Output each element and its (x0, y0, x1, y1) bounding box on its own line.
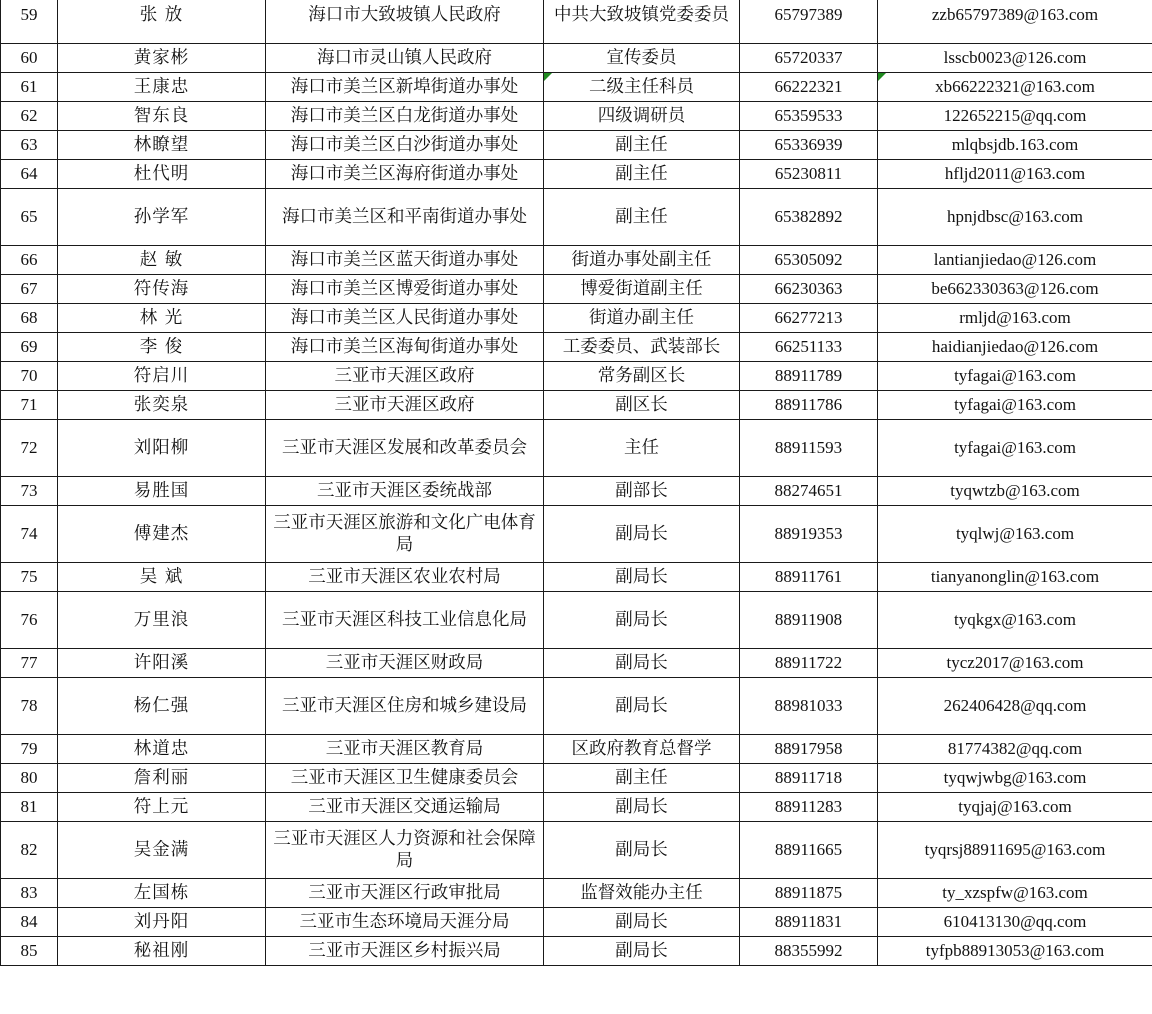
person-name-cell: 赵 敏 (58, 246, 266, 275)
job-title-cell: 副局长 (544, 592, 740, 649)
person-name-cell: 符传海 (58, 275, 266, 304)
email-cell: tyqlwj@163.com (878, 506, 1152, 563)
row-number-cell: 85 (1, 937, 58, 966)
phone-number-cell: 88911283 (740, 793, 878, 822)
phone-number-cell: 88911761 (740, 563, 878, 592)
email-cell: tycz2017@163.com (878, 649, 1152, 678)
email-cell: 81774382@qq.com (878, 735, 1152, 764)
person-name-cell: 符启川 (58, 362, 266, 391)
table-row (1, 649, 1152, 678)
row-number-cell: 80 (1, 764, 58, 793)
person-name-cell: 刘阳柳 (58, 420, 266, 477)
job-title-cell: 副局长 (544, 678, 740, 735)
table-row (1, 391, 1152, 420)
email-cell: ty_xzspfw@163.com (878, 879, 1152, 908)
person-name-cell: 林 光 (58, 304, 266, 333)
person-name-cell: 张 放 (58, 0, 266, 44)
row-number-cell: 76 (1, 592, 58, 649)
email-cell: 610413130@qq.com (878, 908, 1152, 937)
row-number-cell: 65 (1, 189, 58, 246)
row-number-cell: 78 (1, 678, 58, 735)
phone-number-cell: 65336939 (740, 131, 878, 160)
person-name-cell: 杜代明 (58, 160, 266, 189)
job-title-cell: 副局长 (544, 793, 740, 822)
row-number-cell: 81 (1, 793, 58, 822)
work-unit-cell: 三亚市天涯区卫生健康委员会 (266, 764, 544, 793)
phone-number-cell: 88981033 (740, 678, 878, 735)
work-unit-cell: 三亚市生态环境局天涯分局 (266, 908, 544, 937)
phone-number-cell: 88911875 (740, 879, 878, 908)
phone-number-cell: 88911789 (740, 362, 878, 391)
table-row (1, 102, 1152, 131)
person-name-cell: 吴 斌 (58, 563, 266, 592)
table-row (1, 937, 1152, 966)
row-number-cell: 68 (1, 304, 58, 333)
job-title-cell: 副主任 (544, 131, 740, 160)
work-unit-cell: 三亚市天涯区行政审批局 (266, 879, 544, 908)
job-title-cell: 博爱街道副主任 (544, 275, 740, 304)
job-title-cell: 工委委员、武装部长 (544, 333, 740, 362)
person-name-cell: 孙学军 (58, 189, 266, 246)
row-number-cell: 63 (1, 131, 58, 160)
email-cell: tyfagai@163.com (878, 420, 1152, 477)
phone-number-cell: 65359533 (740, 102, 878, 131)
work-unit-cell: 海口市美兰区博爱街道办事处 (266, 275, 544, 304)
row-number-cell: 82 (1, 822, 58, 879)
row-number-cell: 83 (1, 879, 58, 908)
phone-number-cell: 88355992 (740, 937, 878, 966)
person-name-cell: 刘丹阳 (58, 908, 266, 937)
person-name-cell: 林瞭望 (58, 131, 266, 160)
table-row (1, 822, 1152, 879)
work-unit-cell: 海口市美兰区人民街道办事处 (266, 304, 544, 333)
email-cell: lantianjiedao@126.com (878, 246, 1152, 275)
person-name-cell: 张奕泉 (58, 391, 266, 420)
email-cell: lsscb0023@126.com (878, 44, 1152, 73)
email-cell: tyqrsj88911695@163.com (878, 822, 1152, 879)
job-title-cell: 副主任 (544, 160, 740, 189)
email-cell: tyqwtzb@163.com (878, 477, 1152, 506)
row-number-cell: 62 (1, 102, 58, 131)
table-row (1, 304, 1152, 333)
row-number-cell: 72 (1, 420, 58, 477)
row-number-cell: 74 (1, 506, 58, 563)
row-number-cell: 64 (1, 160, 58, 189)
row-number-cell: 84 (1, 908, 58, 937)
table-row (1, 592, 1152, 649)
job-title-cell: 副局长 (544, 822, 740, 879)
person-name-cell: 傅建杰 (58, 506, 266, 563)
table-row (1, 362, 1152, 391)
email-cell: 122652215@qq.com (878, 102, 1152, 131)
table-row (1, 275, 1152, 304)
row-number-cell: 79 (1, 735, 58, 764)
job-title-cell: 中共大致坡镇党委委员 (544, 0, 740, 44)
phone-number-cell: 66251133 (740, 333, 878, 362)
work-unit-cell: 海口市美兰区海府街道办事处 (266, 160, 544, 189)
table-row (1, 908, 1152, 937)
person-name-cell: 易胜国 (58, 477, 266, 506)
phone-number-cell: 65720337 (740, 44, 878, 73)
job-title-cell: 宣传委员 (544, 44, 740, 73)
phone-number-cell: 66230363 (740, 275, 878, 304)
job-title-cell: 常务副区长 (544, 362, 740, 391)
table-row (1, 189, 1152, 246)
contact-table-body (1, 0, 1152, 966)
email-cell: be662330363@126.com (878, 275, 1152, 304)
job-title-cell: 副局长 (544, 649, 740, 678)
person-name-cell: 万里浪 (58, 592, 266, 649)
phone-number-cell: 65305092 (740, 246, 878, 275)
job-title-cell: 副主任 (544, 189, 740, 246)
row-number-cell: 67 (1, 275, 58, 304)
phone-number-cell: 66277213 (740, 304, 878, 333)
work-unit-cell: 三亚市天涯区发展和改革委员会 (266, 420, 544, 477)
phone-number-cell: 65797389 (740, 0, 878, 44)
row-number-cell: 75 (1, 563, 58, 592)
person-name-cell: 林道忠 (58, 735, 266, 764)
person-name-cell: 左国栋 (58, 879, 266, 908)
person-name-cell: 杨仁强 (58, 678, 266, 735)
work-unit-cell: 海口市灵山镇人民政府 (266, 44, 544, 73)
job-title-cell: 街道办事处副主任 (544, 246, 740, 275)
email-cell: rmljd@163.com (878, 304, 1152, 333)
row-number-cell: 73 (1, 477, 58, 506)
table-row (1, 879, 1152, 908)
email-cell: haidianjiedao@126.com (878, 333, 1152, 362)
work-unit-cell: 海口市美兰区海甸街道办事处 (266, 333, 544, 362)
work-unit-cell: 三亚市天涯区政府 (266, 362, 544, 391)
table-row (1, 73, 1152, 102)
person-name-cell: 詹利丽 (58, 764, 266, 793)
phone-number-cell: 66222321 (740, 73, 878, 102)
email-cell: 262406428@qq.com (878, 678, 1152, 735)
table-row (1, 735, 1152, 764)
email-cell: mlqbsjdb.163.com (878, 131, 1152, 160)
email-cell: hpnjdbsc@163.com (878, 189, 1152, 246)
email-cell: tyfagai@163.com (878, 362, 1152, 391)
table-row (1, 477, 1152, 506)
phone-number-cell: 88911722 (740, 649, 878, 678)
table-row (1, 563, 1152, 592)
email-cell: xb66222321@163.com (878, 73, 1152, 102)
email-cell: tyqwjwbg@163.com (878, 764, 1152, 793)
phone-number-cell: 88919353 (740, 506, 878, 563)
job-title-cell: 副部长 (544, 477, 740, 506)
table-row (1, 420, 1152, 477)
email-cell: hfljd2011@163.com (878, 160, 1152, 189)
email-cell: zzb65797389@163.com (878, 0, 1152, 44)
work-unit-cell: 三亚市天涯区财政局 (266, 649, 544, 678)
email-cell: tianyanonglin@163.com (878, 563, 1152, 592)
table-row (1, 793, 1152, 822)
row-number-cell: 61 (1, 73, 58, 102)
job-title-cell: 副局长 (544, 506, 740, 563)
row-number-cell: 69 (1, 333, 58, 362)
row-number-cell: 66 (1, 246, 58, 275)
person-name-cell: 王康忠 (58, 73, 266, 102)
email-cell: tyqjaj@163.com (878, 793, 1152, 822)
work-unit-cell: 三亚市天涯区交通运输局 (266, 793, 544, 822)
work-unit-cell: 三亚市天涯区政府 (266, 391, 544, 420)
job-title-cell: 四级调研员 (544, 102, 740, 131)
job-title-cell: 副局长 (544, 563, 740, 592)
job-title-cell: 主任 (544, 420, 740, 477)
phone-number-cell: 88911665 (740, 822, 878, 879)
table-row (1, 131, 1152, 160)
table-row (1, 246, 1152, 275)
job-title-cell: 区政府教育总督学 (544, 735, 740, 764)
phone-number-cell: 88911831 (740, 908, 878, 937)
row-number-cell: 71 (1, 391, 58, 420)
row-number-cell: 59 (1, 0, 58, 44)
work-unit-cell: 三亚市天涯区乡村振兴局 (266, 937, 544, 966)
job-title-cell: 监督效能办主任 (544, 879, 740, 908)
work-unit-cell: 三亚市天涯区科技工业信息化局 (266, 592, 544, 649)
person-name-cell: 符上元 (58, 793, 266, 822)
work-unit-cell: 海口市美兰区和平南街道办事处 (266, 189, 544, 246)
work-unit-cell: 海口市美兰区蓝天街道办事处 (266, 246, 544, 275)
phone-number-cell: 88911593 (740, 420, 878, 477)
email-cell: tyfagai@163.com (878, 391, 1152, 420)
table-row (1, 678, 1152, 735)
work-unit-cell: 三亚市天涯区住房和城乡建设局 (266, 678, 544, 735)
phone-number-cell: 88911786 (740, 391, 878, 420)
person-name-cell: 李 俊 (58, 333, 266, 362)
work-unit-cell: 三亚市天涯区教育局 (266, 735, 544, 764)
person-name-cell: 许阳溪 (58, 649, 266, 678)
phone-number-cell: 65230811 (740, 160, 878, 189)
phone-number-cell: 88911718 (740, 764, 878, 793)
job-title-cell: 街道办副主任 (544, 304, 740, 333)
table-row (1, 506, 1152, 563)
work-unit-cell: 海口市美兰区新埠街道办事处 (266, 73, 544, 102)
work-unit-cell: 三亚市天涯区人力资源和社会保障局 (266, 822, 544, 879)
phone-number-cell: 88274651 (740, 477, 878, 506)
phone-number-cell: 65382892 (740, 189, 878, 246)
person-name-cell: 秘祖刚 (58, 937, 266, 966)
job-title-cell: 副主任 (544, 764, 740, 793)
table-row (1, 44, 1152, 73)
table-row (1, 160, 1152, 189)
work-unit-cell: 海口市大致坡镇人民政府 (266, 0, 544, 44)
work-unit-cell: 三亚市天涯区农业农村局 (266, 563, 544, 592)
work-unit-cell: 海口市美兰区白龙街道办事处 (266, 102, 544, 131)
email-cell: tyqkgx@163.com (878, 592, 1152, 649)
row-number-cell: 60 (1, 44, 58, 73)
job-title-cell: 副局长 (544, 908, 740, 937)
table-row (1, 764, 1152, 793)
job-title-cell: 副区长 (544, 391, 740, 420)
row-number-cell: 70 (1, 362, 58, 391)
work-unit-cell: 海口市美兰区白沙街道办事处 (266, 131, 544, 160)
table-row (1, 333, 1152, 362)
table-row (1, 0, 1152, 44)
job-title-cell: 副局长 (544, 937, 740, 966)
phone-number-cell: 88917958 (740, 735, 878, 764)
person-name-cell: 智东良 (58, 102, 266, 131)
phone-number-cell: 88911908 (740, 592, 878, 649)
person-name-cell: 吴金满 (58, 822, 266, 879)
email-cell: tyfpb88913053@163.com (878, 937, 1152, 966)
job-title-cell: 二级主任科员 (544, 73, 740, 102)
row-number-cell: 77 (1, 649, 58, 678)
work-unit-cell: 三亚市天涯区委统战部 (266, 477, 544, 506)
person-name-cell: 黄家彬 (58, 44, 266, 73)
work-unit-cell: 三亚市天涯区旅游和文化广电体育局 (266, 506, 544, 563)
